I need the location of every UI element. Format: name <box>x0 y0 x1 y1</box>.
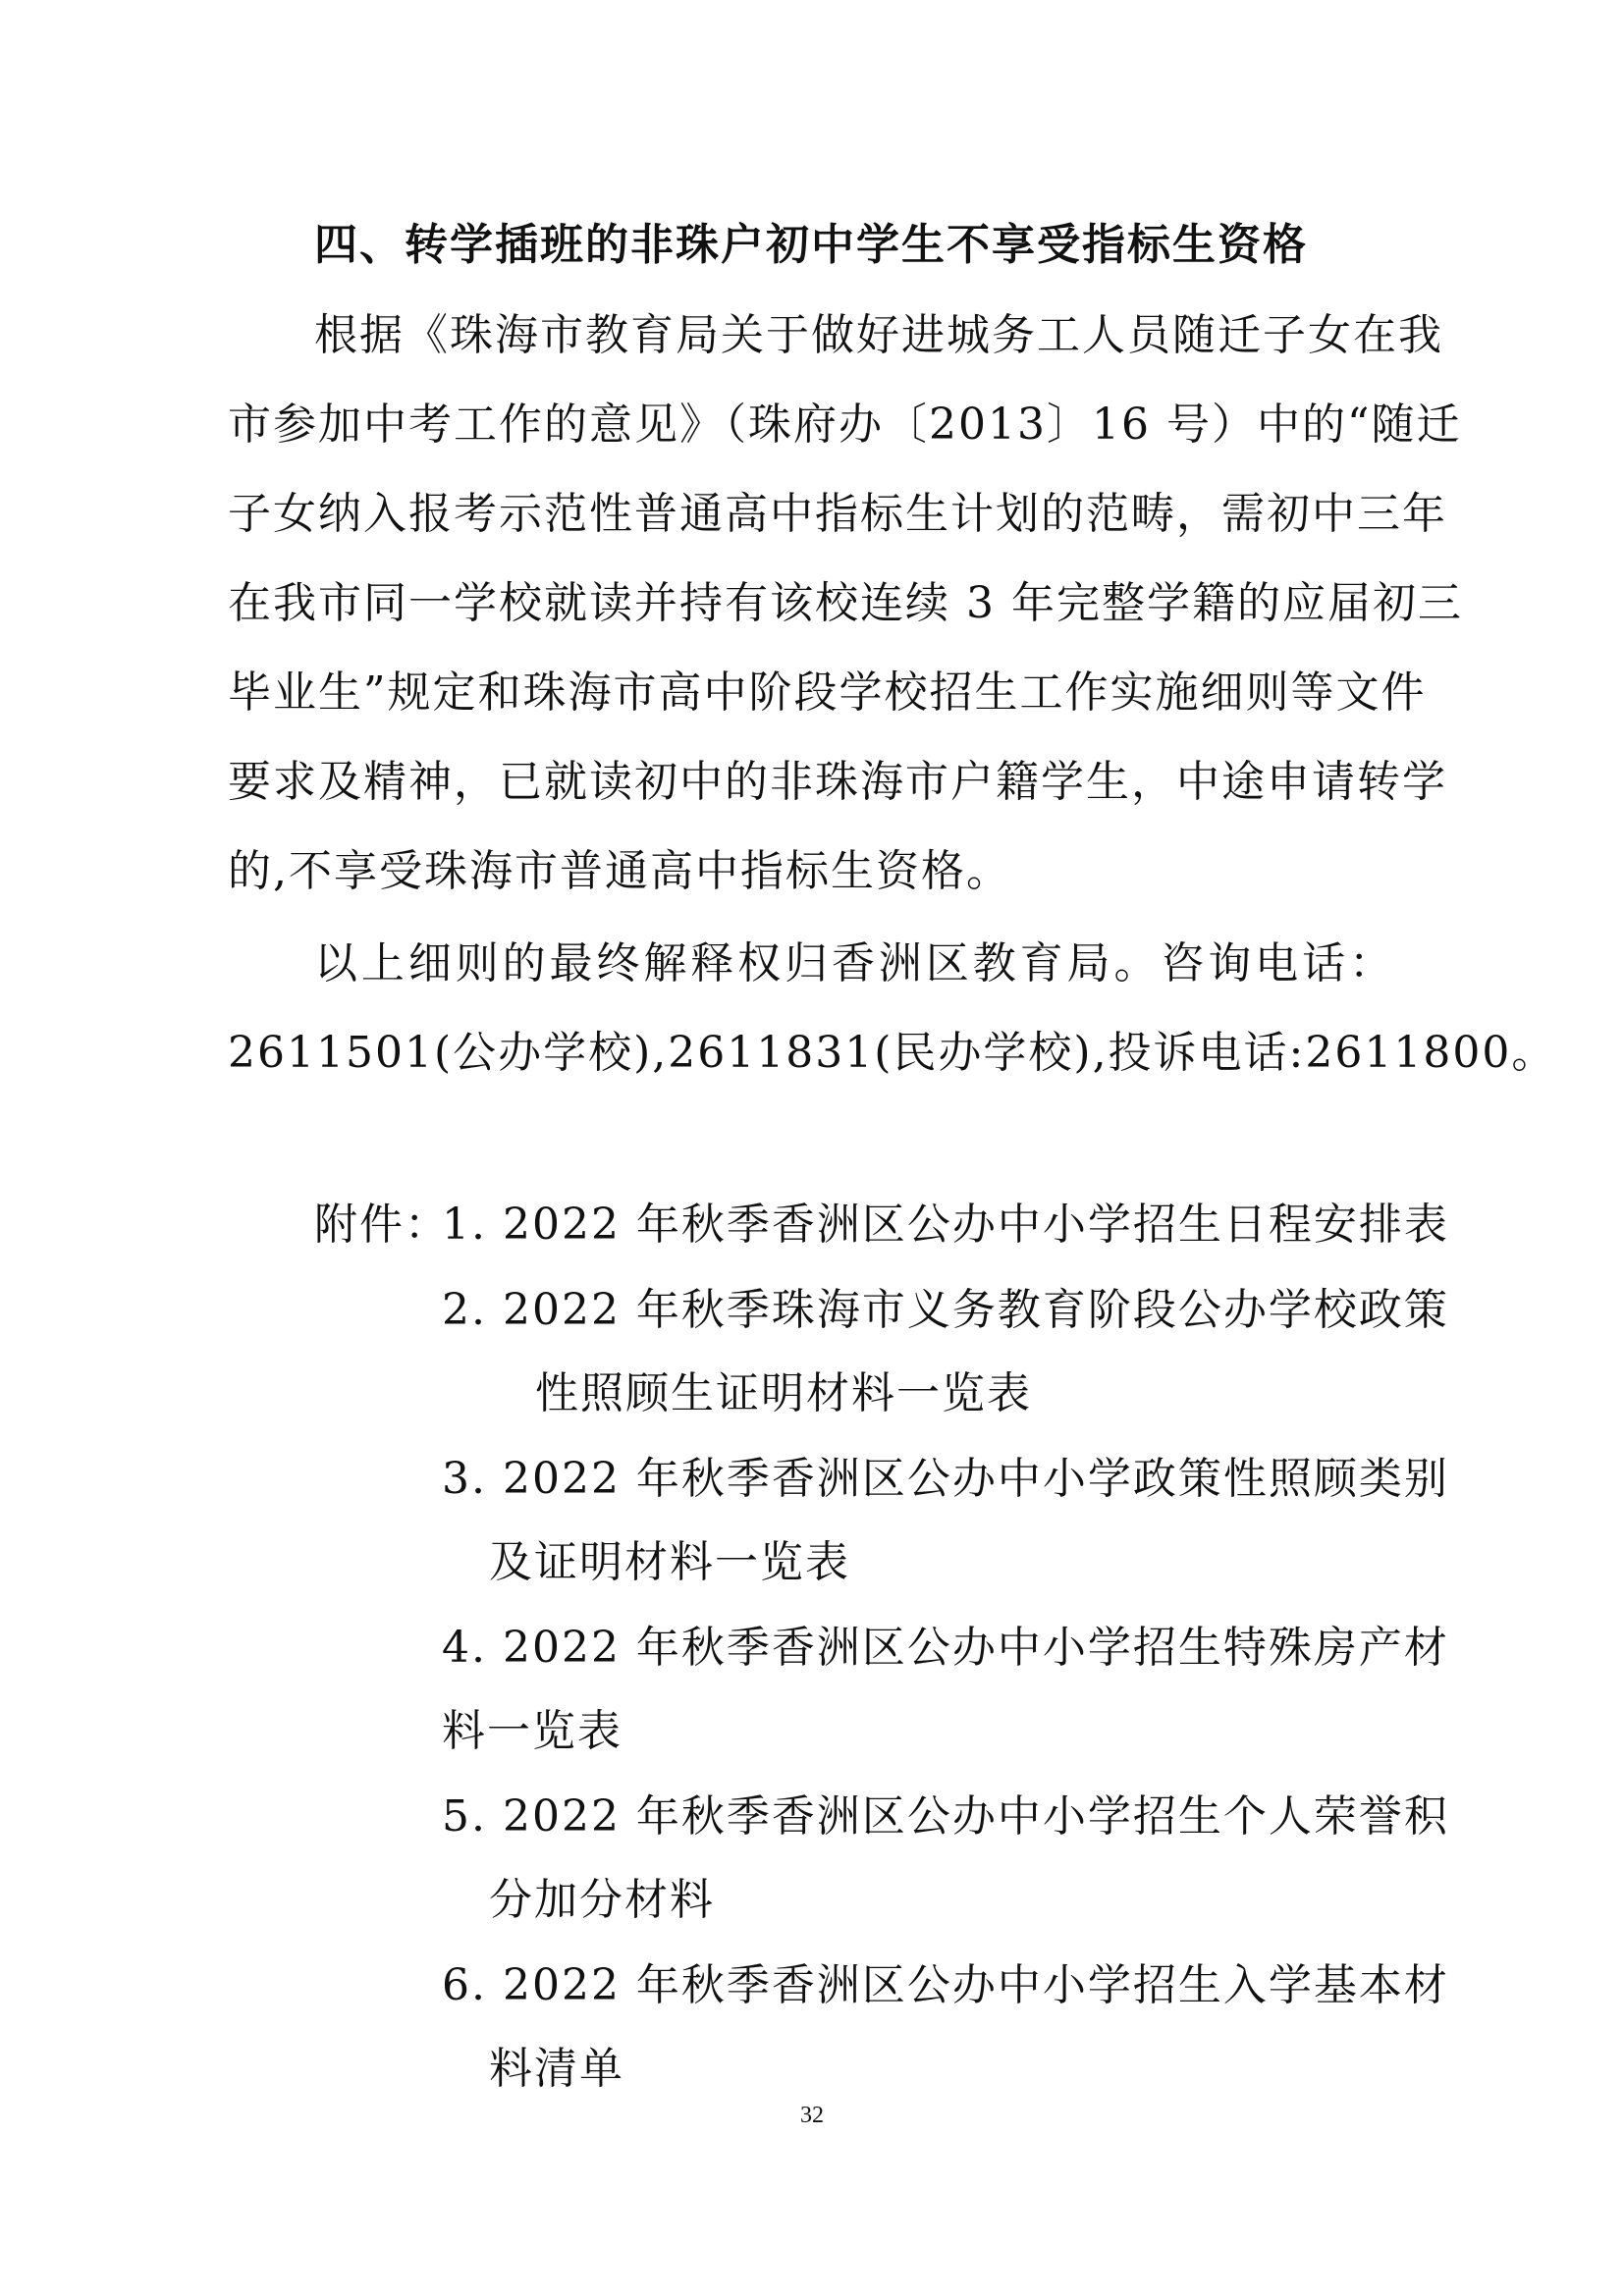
closing-line: 2611501(公办学校),2611831(民办学校),投诉电话:2611800。 <box>228 1028 1557 1078</box>
attachment-item-4: 4. 2022 年秋季香洲区公办中小学招生特殊房产材 <box>442 1623 1449 1673</box>
attachment-item-5: 5. 2022 年秋季香洲区公办中小学招生个人荣誉积 <box>442 1791 1449 1842</box>
section-heading: 四、转学插班的非珠户初中学生不享受指标生资格 <box>314 220 1308 270</box>
paragraph-line: 要求及精神，已就读初中的非珠海市户籍学生，中途申请转学 <box>228 757 1447 807</box>
paragraph-line: 在我市同一学校就读并持有该校连续 3 年完整学籍的应届初三 <box>228 578 1463 628</box>
attachment-item-6-cont: 料清单 <box>489 2044 624 2094</box>
attachments-label: 附件： <box>314 1200 450 1250</box>
attachment-item-3: 3. 2022 年秋季香洲区公办中小学政策性照顾类别 <box>442 1454 1449 1504</box>
paragraph-line: 子女纳入报考示范性普通高中指标生计划的范畴，需初中三年 <box>228 489 1447 539</box>
attachment-item-1: 1. 2022 年秋季香洲区公办中小学招生日程安排表 <box>442 1200 1449 1250</box>
attachment-item-3-cont: 及证明材料一览表 <box>489 1537 850 1587</box>
closing-line: 以上细则的最终解释权归香洲区教育局。咨询电话： <box>314 938 1394 988</box>
paragraph-line: 的,不享受珠海市普通高中指标生资格。 <box>228 846 1011 896</box>
page-number: 32 <box>800 2103 824 2128</box>
attachment-item-2-cont: 性照顾生证明材料一览表 <box>535 1368 1032 1418</box>
paragraph-line: 毕业生”规定和珠海市高中阶段学校招生工作实施细则等文件 <box>228 667 1427 718</box>
paragraph-line: 市参加中考工作的意见》（珠府办〔2013〕16 号）中的“随迁 <box>228 400 1462 450</box>
paragraph-line: 根据《珠海市教育局关于做好进城务工人员随迁子女在我 <box>314 310 1443 360</box>
attachment-item-4-cont: 料一览表 <box>442 1706 623 1756</box>
attachment-item-6: 6. 2022 年秋季香洲区公办中小学招生入学基本材 <box>442 1960 1449 2010</box>
attachment-item-5-cont: 分加分材料 <box>489 1875 715 1925</box>
attachment-item-2: 2. 2022 年秋季珠海市义务教育阶段公办学校政策 <box>442 1285 1449 1335</box>
